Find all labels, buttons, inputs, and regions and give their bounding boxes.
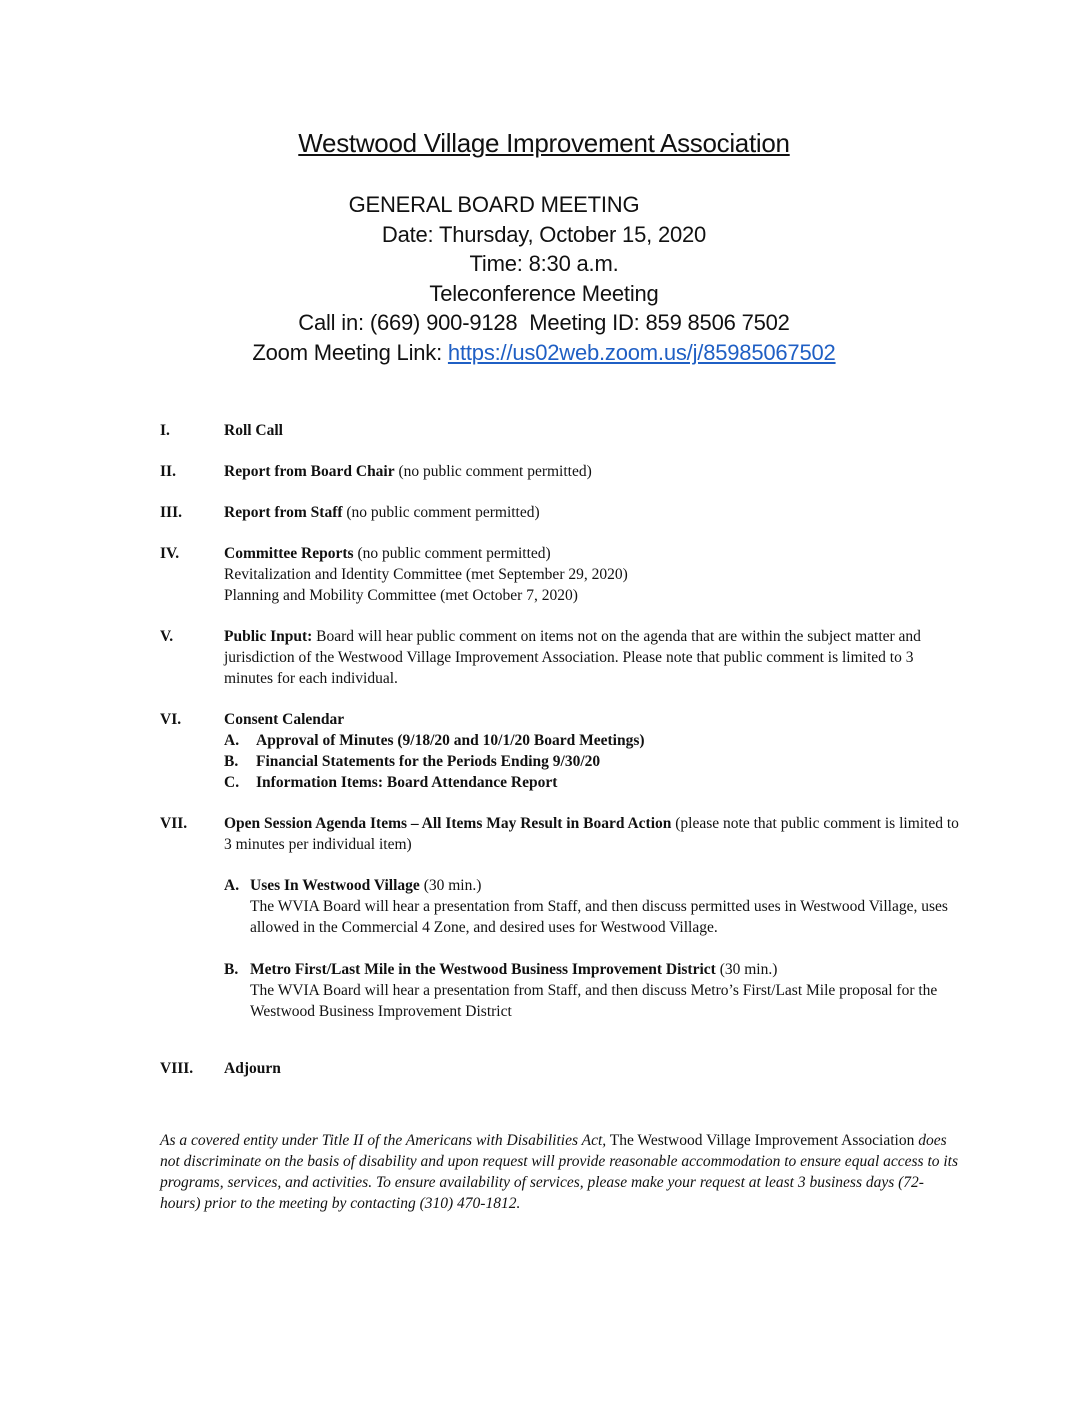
open-session-subitem-metro: B. Metro First/Last Mile in the Westwood Business Improvement District (30 min.) The WVIA Board will hear a presentation from Staff, and then discuss Metro’s First/Last Mile proposal for the Westwood Business Improvement District bbox=[224, 959, 960, 1022]
item-title: Report from Board Chair bbox=[224, 463, 395, 480]
item-title: Adjourn bbox=[224, 1060, 281, 1077]
meeting-date: Date: Thursday, October 15, 2020 bbox=[381, 221, 707, 247]
item-title: Committee Reports bbox=[224, 545, 354, 562]
item-title: Report from Staff bbox=[224, 504, 343, 521]
open-session-subitem-uses: A. Uses In Westwood Village (30 min.) The WVIA Board will hear a presentation from Staff, and then discuss permitted uses in Westwood Village, uses allowed in the Commercial 4 Zone, and desired uses for Westwood Village. bbox=[224, 875, 960, 938]
subitem-description: The WVIA Board will hear a presentation from Staff, and then discuss Metro’s First/Last Mile proposal for the Westwood Business Improvement District bbox=[250, 982, 938, 1020]
item-title: Open Session Agenda Items – All Items May Result in Board Action bbox=[224, 815, 672, 832]
subitem-title: Metro First/Last Mile in the Westwood Business Improvement District bbox=[250, 961, 716, 978]
item-number: VI. bbox=[160, 711, 182, 728]
item-note: (no public comment permitted) bbox=[353, 545, 551, 562]
meeting-time: Time: 8:30 a.m. bbox=[469, 251, 619, 276]
agenda-item-public-input bbox=[160, 626, 960, 689]
item-title: Roll Call bbox=[224, 422, 283, 439]
committee-line: Revitalization and Identity Committee (met September 29, 2020) bbox=[224, 566, 628, 583]
consent-subitem: B. Financial Statements for the Periods Ending 9/30/20 bbox=[224, 753, 601, 770]
call-in-info: Call in: (669) 900-9128 Meeting ID: 859 8506 7502 bbox=[298, 310, 790, 335]
meeting-header bbox=[0, 190, 1088, 367]
committee-line: Planning and Mobility Committee (met October 7, 2020) bbox=[224, 587, 578, 604]
zoom-line bbox=[0, 338, 1088, 368]
consent-subitem: C. Information Items: Board Attendance Report bbox=[224, 774, 558, 791]
subitem-time: (30 min.) bbox=[419, 877, 482, 894]
item-number: II. bbox=[160, 463, 176, 480]
agenda-item-adjourn bbox=[160, 1058, 960, 1079]
item-note: (please note that public comment is limited to 3 minutes per individual item) bbox=[224, 815, 959, 853]
item-title: Consent Calendar bbox=[224, 711, 345, 728]
agenda-list bbox=[160, 420, 960, 1099]
item-number: IV. bbox=[160, 545, 180, 562]
ada-notice: As a covered entity under Title II of the Americans with Disabilities Act, The Westwood Village Improvement Association does not discriminate on the basis of disability and upon request will provide reasonable accommodation to ensure equal access to its programs, services, and activities. To ensure availability of services, please make your request at least 3 business days (72-hours) prior to the meeting by contacting (310) 470-1812. bbox=[160, 1132, 959, 1212]
consent-subitem: A. Approval of Minutes (9/18/20 and 10/1/20 Board Meetings) bbox=[224, 732, 645, 749]
zoom-label: Zoom Meeting Link: bbox=[252, 339, 448, 365]
meeting-type: GENERAL BOARD MEETING bbox=[348, 192, 640, 217]
agenda-item-committee-reports bbox=[160, 543, 960, 606]
item-note: (no public comment permitted) bbox=[342, 504, 540, 521]
agenda-item-consent-calendar bbox=[160, 709, 960, 793]
item-note: (no public comment permitted) bbox=[394, 463, 592, 480]
agenda-item-roll-call bbox=[160, 420, 960, 441]
item-number: III. bbox=[160, 504, 182, 521]
consent-subitems bbox=[224, 730, 960, 793]
subitem-title: Uses In Westwood Village bbox=[250, 877, 420, 894]
subitem-time: (30 min.) bbox=[715, 961, 778, 978]
item-number: V. bbox=[160, 628, 174, 645]
item-title: Public Input: bbox=[224, 628, 313, 645]
item-number: VII. bbox=[160, 815, 188, 832]
item-number: I. bbox=[160, 422, 170, 439]
agenda-item-staff bbox=[160, 502, 960, 523]
agenda-item-board-chair bbox=[160, 461, 960, 482]
item-number: VIII. bbox=[160, 1060, 194, 1077]
subitem-description: The WVIA Board will hear a presentation from Staff, and then discuss permitted uses in Westwood Village, uses allowed in the Commercial 4 Zone, and desired uses for Westwood Village. bbox=[250, 898, 948, 936]
item-text: Board will hear public comment on items not on the agenda that are within the subject matter and jurisdiction of the Westwood Village Improvement Association. Please note that public comment is limited to 3 minutes for each individual. bbox=[224, 628, 921, 687]
zoom-meeting-link[interactable]: https://us02web.zoom.us/j/85985067502 bbox=[447, 339, 836, 365]
document-title: Westwood Village Improvement Association bbox=[298, 128, 790, 158]
agenda-item-open-session bbox=[160, 813, 960, 1022]
meeting-format: Teleconference Meeting bbox=[429, 280, 659, 306]
